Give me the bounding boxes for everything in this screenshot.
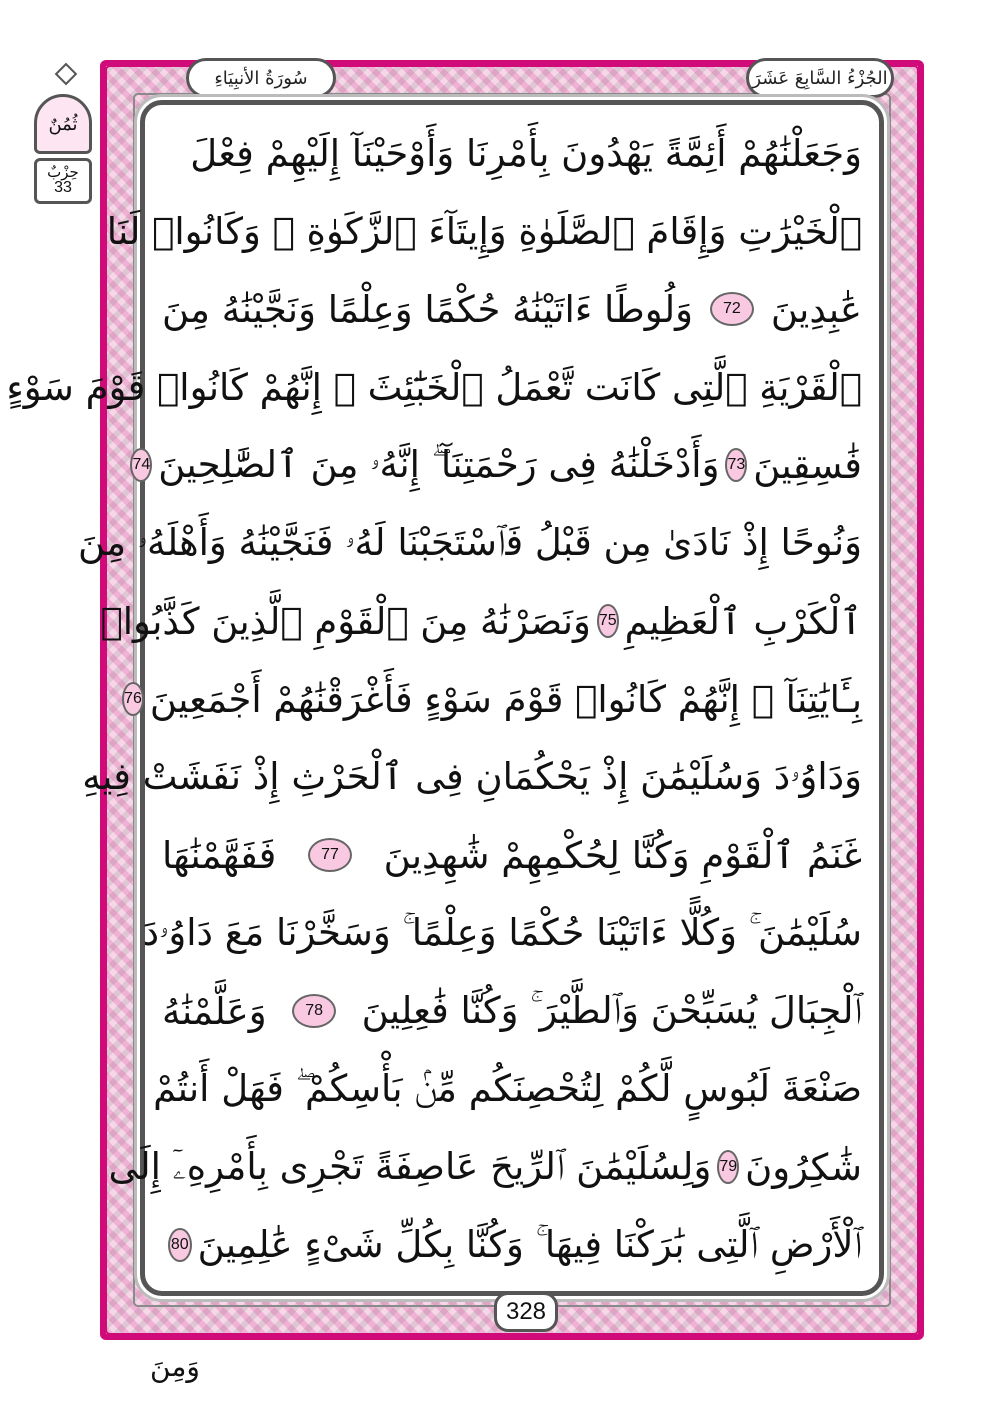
line-text: وَجَعَلْنَٰهُمْ أَئِمَّةً يَهْدُونَ بِأَمْرِنَا وَأَوْحَيْنَآ إِلَيْهِمْ فِعْلَ [190, 131, 862, 175]
text-line-13 [150, 1050, 874, 1128]
text-line-14 [108, 1128, 874, 1206]
text-line-4 [6, 348, 874, 426]
hizb-label: حِزْبٌ [47, 162, 79, 181]
line-text: فَٰسِقِينَ [753, 443, 862, 487]
page-number [494, 1292, 558, 1332]
page-number-label: 328 [505, 1298, 547, 1325]
thumn-label: ثُمُنٌ [48, 113, 78, 135]
text-line-6 [78, 504, 874, 582]
text-line-3 [150, 270, 874, 348]
verse-number-marker: 75 [597, 604, 619, 638]
verse-number-marker: 74 [130, 448, 152, 482]
line-text: وَنُوحًا إِذْ نَادَىٰ مِن قَبْلُ فَٱسْتَجَبْنَا لَهُۥ فَنَجَّيْنَٰهُ وَأَهْلَهُۥ مِنَ [78, 521, 862, 564]
line-text: وَدَاوُۥدَ وَسُلَيْمَٰنَ إِذْ يَحْكُمَانِ فِى ٱلْحَرْثِ إِذْ نَفَشَتْ فِيهِ [82, 755, 862, 798]
hizb-marker [28, 64, 98, 214]
verse-number-marker: 73 [725, 448, 747, 482]
text-line-10 [150, 816, 874, 894]
text-line-15 [150, 1206, 874, 1284]
text-line-5 [132, 426, 874, 504]
catchword: وَمِنَ [150, 1350, 200, 1383]
line-text: بِـَٔايَٰتِنَآ ۚ إِنَّهُمْ كَانُوا۟ قَوْمَ سَوْءٍ فَأَغْرَقْنَٰهُمْ أَجْمَعِينَ [149, 677, 862, 721]
line-text: وَلُوطًا ءَاتَيْنَٰهُ حُكْمًا وَعِلْمًا وَنَجَّيْنَٰهُ مِنَ [162, 287, 693, 331]
juz-label: الجُزْءُ السَّابِعَ عَشَرَ [752, 67, 888, 89]
line-text: وَعَلَّمْنَٰهُ [162, 989, 267, 1033]
verse-number-marker: 72 [710, 292, 754, 326]
verse-number-marker: 79 [717, 1150, 739, 1184]
line-text: وَلِسُلَيْمَٰنَ ٱلرِّيحَ عَاصِفَةً تَجْرِى بِأَمْرِهِۦٓ إِلَى [108, 1145, 712, 1188]
verse-number-marker: 77 [308, 838, 352, 872]
hizb-box [34, 158, 92, 204]
text-line-12 [150, 972, 874, 1050]
line-text: فَفَهَّمْنَٰهَا [162, 833, 277, 877]
line-text: ٱلْخَيْرَٰتِ وَإِقَامَ ٱلصَّلَوٰةِ وَإِيتَآءَ ٱلزَّكَوٰةِ ۖ وَكَانُوا۟ لَنَا [106, 209, 862, 253]
text-line-9 [82, 738, 874, 816]
diamond-ornament-icon [55, 63, 78, 86]
line-text: وَأَدْخَلْنَٰهُ فِى رَحْمَتِنَآ ۖ إِنَّهُۥ مِنَ ٱلصَّٰلِحِينَ [158, 443, 720, 486]
text-line-2 [106, 192, 874, 270]
line-text: ٱلْجِبَالَ يُسَبِّحْنَ وَٱلطَّيْرَ ۚ وَكُنَّا فَٰعِلِينَ [361, 989, 862, 1032]
line-text: شَٰكِرُونَ [745, 1145, 862, 1189]
thumn-marker [34, 94, 92, 154]
text-line-11 [142, 894, 874, 972]
hizb-number: 33 [54, 179, 72, 197]
verse-number-marker: 80 [168, 1228, 192, 1262]
line-text: ٱلْكَرْبِ ٱلْعَظِيمِ [624, 599, 862, 643]
verse-number-marker: 76 [122, 682, 144, 716]
line-text: ٱلْقَرْيَةِ ٱلَّتِى كَانَت تَّعْمَلُ ٱلْخَبَٰٓئِثَ ۗ إِنَّهُمْ كَانُوا۟ قَوْمَ سَوْءٍ [6, 365, 862, 409]
text-line-8 [124, 660, 874, 738]
juz-header [746, 58, 894, 98]
surah-label: سُورَةُ الأنبِيَاءِ [214, 67, 308, 89]
line-text: غَنَمُ ٱلْقَوْمِ وَكُنَّا لِحُكْمِهِمْ شَٰهِدِينَ [383, 833, 862, 877]
text-line-1 [150, 114, 874, 192]
line-text: سُلَيْمَٰنَ ۚ وَكُلًّا ءَاتَيْنَا حُكْمًا وَعِلْمًا ۚ وَسَخَّرْنَا مَعَ دَاوُۥدَ [142, 911, 862, 954]
surah-header [186, 58, 336, 98]
line-text: وَنَصَرْنَٰهُ مِنَ ٱلْقَوْمِ ٱلَّذِينَ كَذَّبُوا۟ [100, 599, 591, 643]
line-text: عَٰبِدِينَ [770, 287, 862, 331]
line-text: صَنْعَةَ لَبُوسٍ لَّكُمْ لِتُحْصِنَكُم مِّنۢ بَأْسِكُمْ ۖ فَهَلْ أَنتُمْ [153, 1067, 862, 1110]
verse-number-marker: 78 [292, 994, 336, 1028]
text-line-7 [100, 582, 874, 660]
line-text: ٱلْأَرْضِ ٱلَّتِى بَٰرَكْنَا فِيهَا ۚ وَكُنَّا بِكُلِّ شَىْءٍ عَٰلِمِينَ [197, 1223, 862, 1266]
